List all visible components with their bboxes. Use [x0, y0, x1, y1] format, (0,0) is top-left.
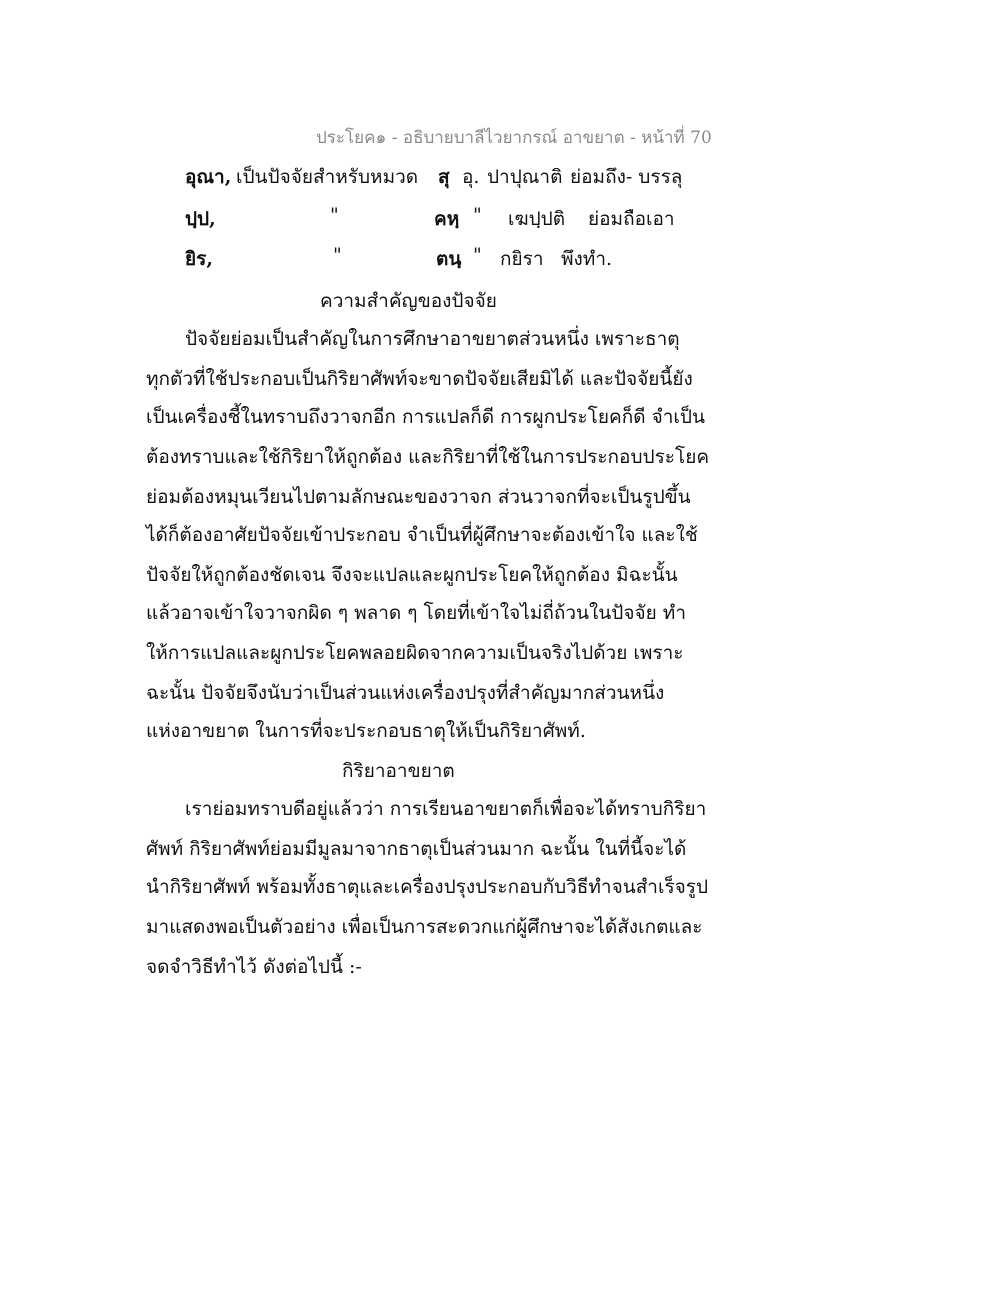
group-cell: ": [473, 244, 482, 266]
paragraph-line: มาแสดงพอเป็นตัวอย่าง เพื่อเป็นการสะดวกแก่ผู้ศึกษาจะได้สังเกตและ: [146, 916, 703, 938]
section-heading: ความสำคัญของปัจจัย: [320, 290, 497, 312]
paragraph-line: เราย่อมทราบดีอยู่แล้วว่า การเรียนอาขยาตก็เพื่อจะได้ทราบกิริยา: [185, 798, 707, 820]
meaning-cell: ย่อมถึง- บรรลุ: [570, 166, 683, 188]
root-cell: สุ: [438, 166, 450, 188]
suffix-cell: อุณา,: [185, 166, 232, 188]
example-word-cell: เฆปฺปติ: [508, 208, 566, 230]
paragraph-line: เป็นเครื่องชี้ในทราบถึงวาจกอีก การแปลก็ดี การผูกประโยคก็ดี จำเป็น: [146, 406, 705, 428]
paragraph-line: ต้องทราบและใช้กิริยาให้ถูกต้อง และกิริยาที่ใช้ในการประกอบประโยค: [146, 446, 710, 468]
paragraph-line: ได้ก็ต้องอาศัยปัจจัยเข้าประกอบ จำเป็นที่ผู้ศึกษาจะต้องเข้าใจ และใช้: [146, 524, 698, 546]
table-row: [0, 162, 1000, 194]
paragraph-line: แห่งอาขยาต ในการที่จะประกอบธาตุให้เป็นกิริยาศัพท์.: [146, 720, 586, 742]
root-cell: คหฺ: [434, 208, 460, 230]
table-row: [0, 204, 1000, 236]
root-cell: ตนฺ: [436, 248, 462, 270]
example-word-cell: ปาปุณาติ: [487, 166, 563, 188]
meaning-cell: พึงทำ.: [561, 248, 613, 270]
paragraph-line: ปัจจัยย่อมเป็นสำคัญในการศึกษาอาขยาตส่วนหนึ่ง เพราะธาตุ: [185, 328, 680, 350]
paragraph-line: ศัพท์ กิริยาศัพท์ย่อมมีมูลมาจากธาตุเป็นส่วนมาก ฉะนั้น ในที่นี้จะได้: [146, 838, 687, 860]
paragraph-line: ให้การแปลและผูกประโยคพลอยผิดจากความเป็นจริงไปด้วย เพราะ: [146, 642, 684, 664]
paragraph-line: แล้วอาจเข้าใจวาจกผิด ๆ พลาด ๆ โดยที่เข้าใจไม่ถี่ถ้วนในปัจจัย ทำ: [146, 602, 686, 624]
suffix-cell: ยิร,: [185, 248, 213, 270]
page-header: ประโยค๑ - อธิบายบาลีไวยากรณ์ อาขยาต - หน้าที่ 70: [316, 128, 712, 148]
group-cell: อุ.: [462, 166, 480, 188]
description-cell: เป็นปัจจัยสำหรับหมวด: [236, 166, 419, 188]
paragraph-line: ปัจจัยให้ถูกต้องชัดเจน จึงจะแปลและผูกประโยคให้ถูกต้อง มิฉะนั้น: [146, 564, 678, 586]
paragraph-line: จดจำวิธีทำไว้ ดังต่อไปนี้ :-: [146, 956, 362, 978]
paragraph-line: ฉะนั้น ปัจจัยจึงนับว่าเป็นส่วนแห่งเครื่องปรุงที่สำคัญมากส่วนหนึ่ง: [146, 682, 665, 704]
paragraph-line: ทุกตัวที่ใช้ประกอบเป็นกิริยาศัพท์จะขาดปัจจัยเสียมิได้ และปัจจัยนี้ยัง: [146, 368, 693, 390]
section-heading: กิริยาอาขยาต: [342, 760, 455, 782]
paragraph-line: นำกิริยาศัพท์ พร้อมทั้งธาตุและเครื่องปรุงประกอบกับวิธีทำจนสำเร็จรูป: [146, 876, 709, 898]
suffix-cell: ปฺป,: [185, 208, 216, 230]
description-cell: ": [330, 204, 339, 226]
description-cell: ": [333, 244, 342, 266]
paragraph-line: ย่อมต้องหมุนเวียนไปตามลักษณะของวาจก ส่วนวาจกที่จะเป็นรูปขึ้น: [146, 486, 691, 508]
group-cell: ": [473, 204, 482, 226]
meaning-cell: ย่อมถือเอา: [588, 208, 675, 230]
table-row: [0, 244, 1000, 276]
example-word-cell: กยิรา: [500, 248, 544, 270]
